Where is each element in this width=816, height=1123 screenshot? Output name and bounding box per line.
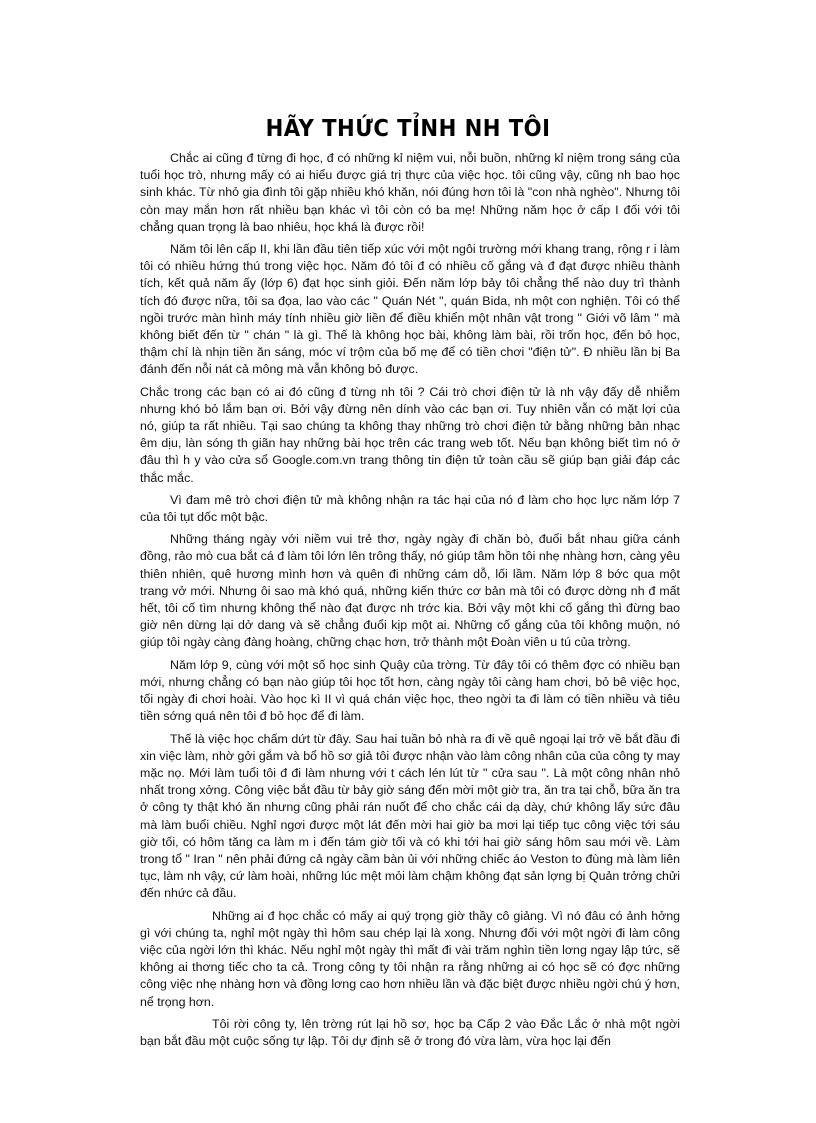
paragraph: Năm lớp 9, cùng với một số học sinh Quậy của trờng. Từ đây tôi có thêm đợc có nhiều bạn mới, nhưng chẳng có bạn nào giúp tôi học tốt hơn, càng ngày tôi càng ham chơi, bỏ bê việc học, tối ngày đi chơi hoài. Vào học kì II vì quá chán việc học, theo ngời ta đi làm có tiền nhiều và tiêu tiền sớng quá nên tôi đ bỏ học để đi làm. <box>140 657 680 724</box>
paragraph: Chắc ai cũng đ từng đi học, đ có những kỉ niệm vui, nỗi buồn, những kỉ niệm trong sáng của tuổi học trò, nhưng mấy có ai hiểu được giá trị thực của việc học. tôi cũng vậy, cũng nh bao học sinh khác. Từ nhỏ gia đình tôi gặp nhiều khó khăn, nói đúng hơn tôi là "con nhà nghèo". Nhưng tôi còn may mắn hơn rất nhiều bạn khác vì tôi còn có ba mẹ! Những năm học ở cấp I đối với tôi chẳng quan trọng là bao nhiêu, học khá là được rồi! <box>140 151 680 234</box>
document-title: HÃY THỨC TỈNH NH TÔI <box>265 116 551 142</box>
paragraph: Những tháng ngày với niềm vui trẻ thơ, ngày ngày đi chăn bò, đuổi bắt nhau giữa cánh đồng, rảo mò cua bắt cá đ làm tôi lớn lên trông thấy, nó giúp tâm hồn tôi nhẹ nhàng hơn, càng yêu thiên nhiên, quê hương mình hơn và quên đi những cám dỗ, lối lầm. Năm lớp 8 bớc qua một trang vở mới. Nhưng ôi sao mà khó quá, những kiến thức cơ bản mà tôi có được dờng nh đ mất hết, tôi cố tìm nhưng không thể nào đạt được nh trớc kia. Bởi vậy một khi cố gắng thì đừng bao giờ nên dừng lại dở dang và sẽ chẳng đuổi kịp một ai. Những cố gắng của tôi không muộn, nó giúp tôi ngày càng đàng hoàng, chững chạc hơn, trở thành một Đoàn viên u tú của trờng. <box>140 532 680 650</box>
paragraph: Những ai đ học chắc có mấy ai quý trọng giờ thầy cô giảng. Vì nó đâu có ảnh hởng gì với chúng ta, nghỉ một ngày thì hôm sau chép lại là xong. Nhưng đối với một ngời đi làm công việc của ngời lớn thì khác. Nếu nghỉ một ngày thì mất đi vài trăm nghìn tiền lơng ngay lập tức, sẽ không ai thơng tiếc cho ta cả. Trong công ty tôi nhận ra rằng những ai có học sẽ có đợc những công việc nhẹ nhàng hơn và đồng lơng cao hơn nhiều lần và đặc biệt được nhiều ngời chú ý hơn, nể trọng hơn. <box>140 908 680 1009</box>
paragraph: Thế là việc học chấm dứt từ đây. Sau hai tuần bỏ nhà ra đi về quê ngoại lại trở về bắt đầu đi xin việc làm, nhờ gởi gắm và bổ hồ sơ giả tôi được nhận vào làm công nhân của của công ty may mặc nọ. Mới làm tuổi tôi đ đi làm nhưng với t cách lén lút từ " cửa sau ". Là một công nhân nhỏ nhất trong xởng. Công việc bắt đầu từ bảy giờ sáng đến mời một giờ tra, ăn tra tại chỗ, bữa ăn tra ở công ty thật khó ăn nhưng cũng phải rán nuốt để cho chắc cái dạ dày, chứ không lấy sức đâu mà làm buổi chiều. Nghỉ ngơi được một lát đến mời hai giờ ba mơi lại tiếp tục công việc tới sáu giờ tối, có hôm tăng ca làm m i đến tám giờ tối và có khi tới hai giờ sáng hôm sau mới về. Làm trong tổ " Iran " nên phải đứng cả ngày cầm bàn ủi với những chiếc áo Veston to đùng mà làm liên tục, làm nh vậy, cứ làm hoài, những lúc mệt mỏi làm chậm không đạt sản lợng bị Quản trởng chửi đến nhức cả đầu. <box>140 731 680 901</box>
paragraph: Vì đam mê trò chơi điện tử mà không nhận ra tác hại của nó đ làm cho học lực năm lớp 7 của tôi tụt dốc một bậc. <box>140 492 680 525</box>
paragraph: Chắc trong các bạn có ai đó cũng đ từng nh tôi ? Cái trò chơi điện tử là nh vậy đấy dễ nhiễm nhưng khó bỏ lắm bạn ơi. Bởi vậy đừng nên dính vào các bạn ơi. Tuy nhiên vẫn có mặt lợi của nó, giúp ta rất nhiều. Tại sao chúng ta không thay những trò chơi điện tử bằng những bản nhạc êm dịu, làn sóng th giãn hay những bài học trên các trang web tốt. Nếu bạn không biết tìm nó ở đâu thì h y vào cửa sổ Google.com.vn trang thông tin điện tử toàn cầu sẽ giúp bạn giải đáp các thắc mắc. <box>140 384 680 485</box>
document-body <box>140 150 680 1055</box>
paragraph: Tôi rời công ty, lên trờng rút lại hồ sơ, học bạ Cấp 2 vào Đắc Lắc ở nhà một ngời bạn bắt đầu một cuộc sống tự lập. Tôi dự định sẽ ở trong đó vừa làm, vừa học lại đến <box>140 1016 680 1048</box>
paragraph: Năm tôi lên cấp II, khi lần đầu tiên tiếp xúc với một ngôi trường mới khang trang, rộng r i làm tôi có nhiều hứng thú trong việc học. Năm đó tôi đ có nhiều cố gắng và đ đạt được nhiều thành tích, kết quả năm ấy (lớp 6) đạt học sinh giỏi. Đến năm lớp bảy tôi chẳng thể nào duy trì thành tích đó được nữa, tôi sa đọa, lao vào các " Quán Nét ", quán Bida, nh một con nghiện. Tôi có thể ngồi trước màn hình máy tính nhiều giờ liền để điều khiển một nhân vật trong " Giới võ lâm " mà không biết đến từ " chán " là gì. Thế là không học bài, không làm bài, rồi trốn học, đến bỏ học, thậm chí là nhịn tiền ăn sáng, móc ví trộm của bố mẹ để có tiền chơi "điện tử". Đ nhiều lần bị Ba đánh đến nỗi nát cả mông mà vẫn không bỏ được. <box>140 242 680 377</box>
